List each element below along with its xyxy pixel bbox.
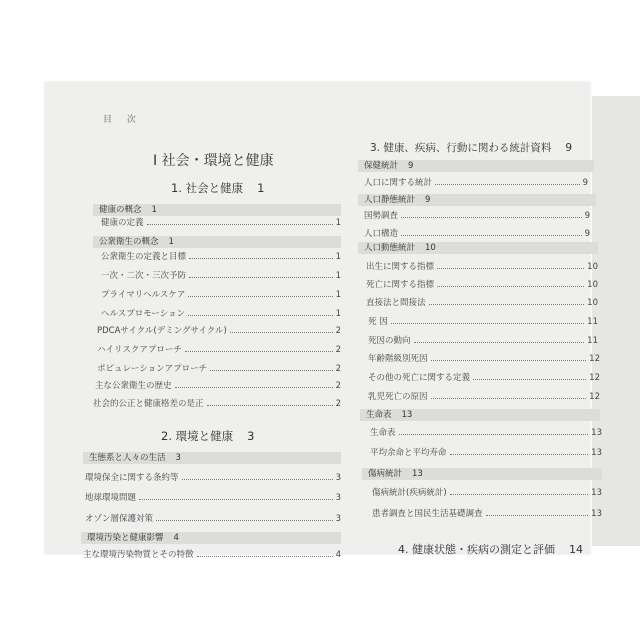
section-pollution: 環境汚染と健康影響 4	[81, 532, 341, 544]
section-vital-statistics: 人口動態統計 10	[358, 242, 598, 254]
toc-entry: ヘルスプロモーション 1	[101, 309, 341, 319]
toc-entry: 人口構造 9	[364, 229, 590, 239]
section-disease-statistics: 傷病統計 13	[362, 468, 602, 480]
toc-heading: 目 次	[103, 115, 142, 125]
toc-entry: PDCAサイクル(デミングサイクル) 2	[97, 326, 341, 336]
toc-entry: 生命表 13	[370, 428, 602, 438]
chapter-2-title: 2. 環境と健康 3	[161, 429, 255, 443]
section-public-health-concept: 公衆衛生の概念 1	[93, 236, 341, 248]
section-health-statistics: 保健統計 9	[358, 160, 594, 172]
toc-entry: 人口に関する統計 9	[364, 178, 588, 188]
toc-entry: 健康の定義 1	[101, 218, 341, 228]
toc-entry: 公衆衛生の定義と目標 1	[101, 252, 341, 262]
section-static-population: 人口静態統計 9	[358, 194, 596, 206]
toc-entry: 主な公衆衛生の歴史 2	[95, 381, 341, 391]
section-ecosystem: 生態系と人々の生活 3	[83, 452, 341, 464]
section-life-table: 生命表 13	[360, 409, 600, 421]
toc-page	[45, 82, 602, 560]
toc-entry: 国勢調査 9	[364, 211, 590, 221]
toc-entry: 主な環境汚染物質とその特徴 4	[83, 550, 341, 560]
toc-entry: 死亡に関する指標 10	[366, 280, 598, 290]
toc-entry: ポピュレーションアプローチ 2	[97, 364, 341, 374]
toc-entry: 患者調査と国民生活基礎調査 13	[372, 509, 602, 519]
toc-entry: 一次・二次・三次予防 1	[101, 271, 341, 281]
chapter-3-title: 3. 健康、疾病、行動に関わる統計資料 9	[370, 142, 573, 154]
toc-entry: プライマリヘルスケア 1	[101, 290, 341, 300]
toc-entry: 環境保全に関する条約等 3	[85, 473, 341, 483]
toc-entry: ハイリスクアプローチ 2	[97, 345, 341, 355]
toc-entry: 直接法と間接法 10	[366, 298, 598, 308]
toc-entry: 年齢階級別死因 12	[368, 354, 600, 364]
toc-entry: 出生に関する指標 10	[366, 262, 598, 272]
toc-entry: 傷病統計(疾病統計) 13	[372, 488, 602, 498]
toc-entry: 死 因 11	[368, 317, 598, 327]
chapter-1-title: 1. 社会と健康 1	[171, 181, 265, 195]
toc-entry: 平均余命と平均寿命 13	[370, 448, 602, 458]
toc-entry: 乳児死亡の原因 12	[368, 392, 600, 402]
toc-entry: 地球環境問題 3	[85, 493, 341, 503]
toc-entry: 社会的公正と健康格差の是正 2	[93, 399, 341, 409]
section-health-concept: 健康の概念 1	[93, 204, 341, 216]
toc-entry: 死因の動向 11	[368, 336, 598, 346]
toc-entry: その他の死亡に関する定義 12	[368, 373, 600, 383]
chapter-4-title: 4. 健康状態・疾病の測定と評価 14	[398, 543, 583, 556]
toc-entry: オゾン層保護対策 3	[85, 514, 341, 524]
part-title: Ⅰ 社会・環境と健康	[153, 153, 274, 169]
